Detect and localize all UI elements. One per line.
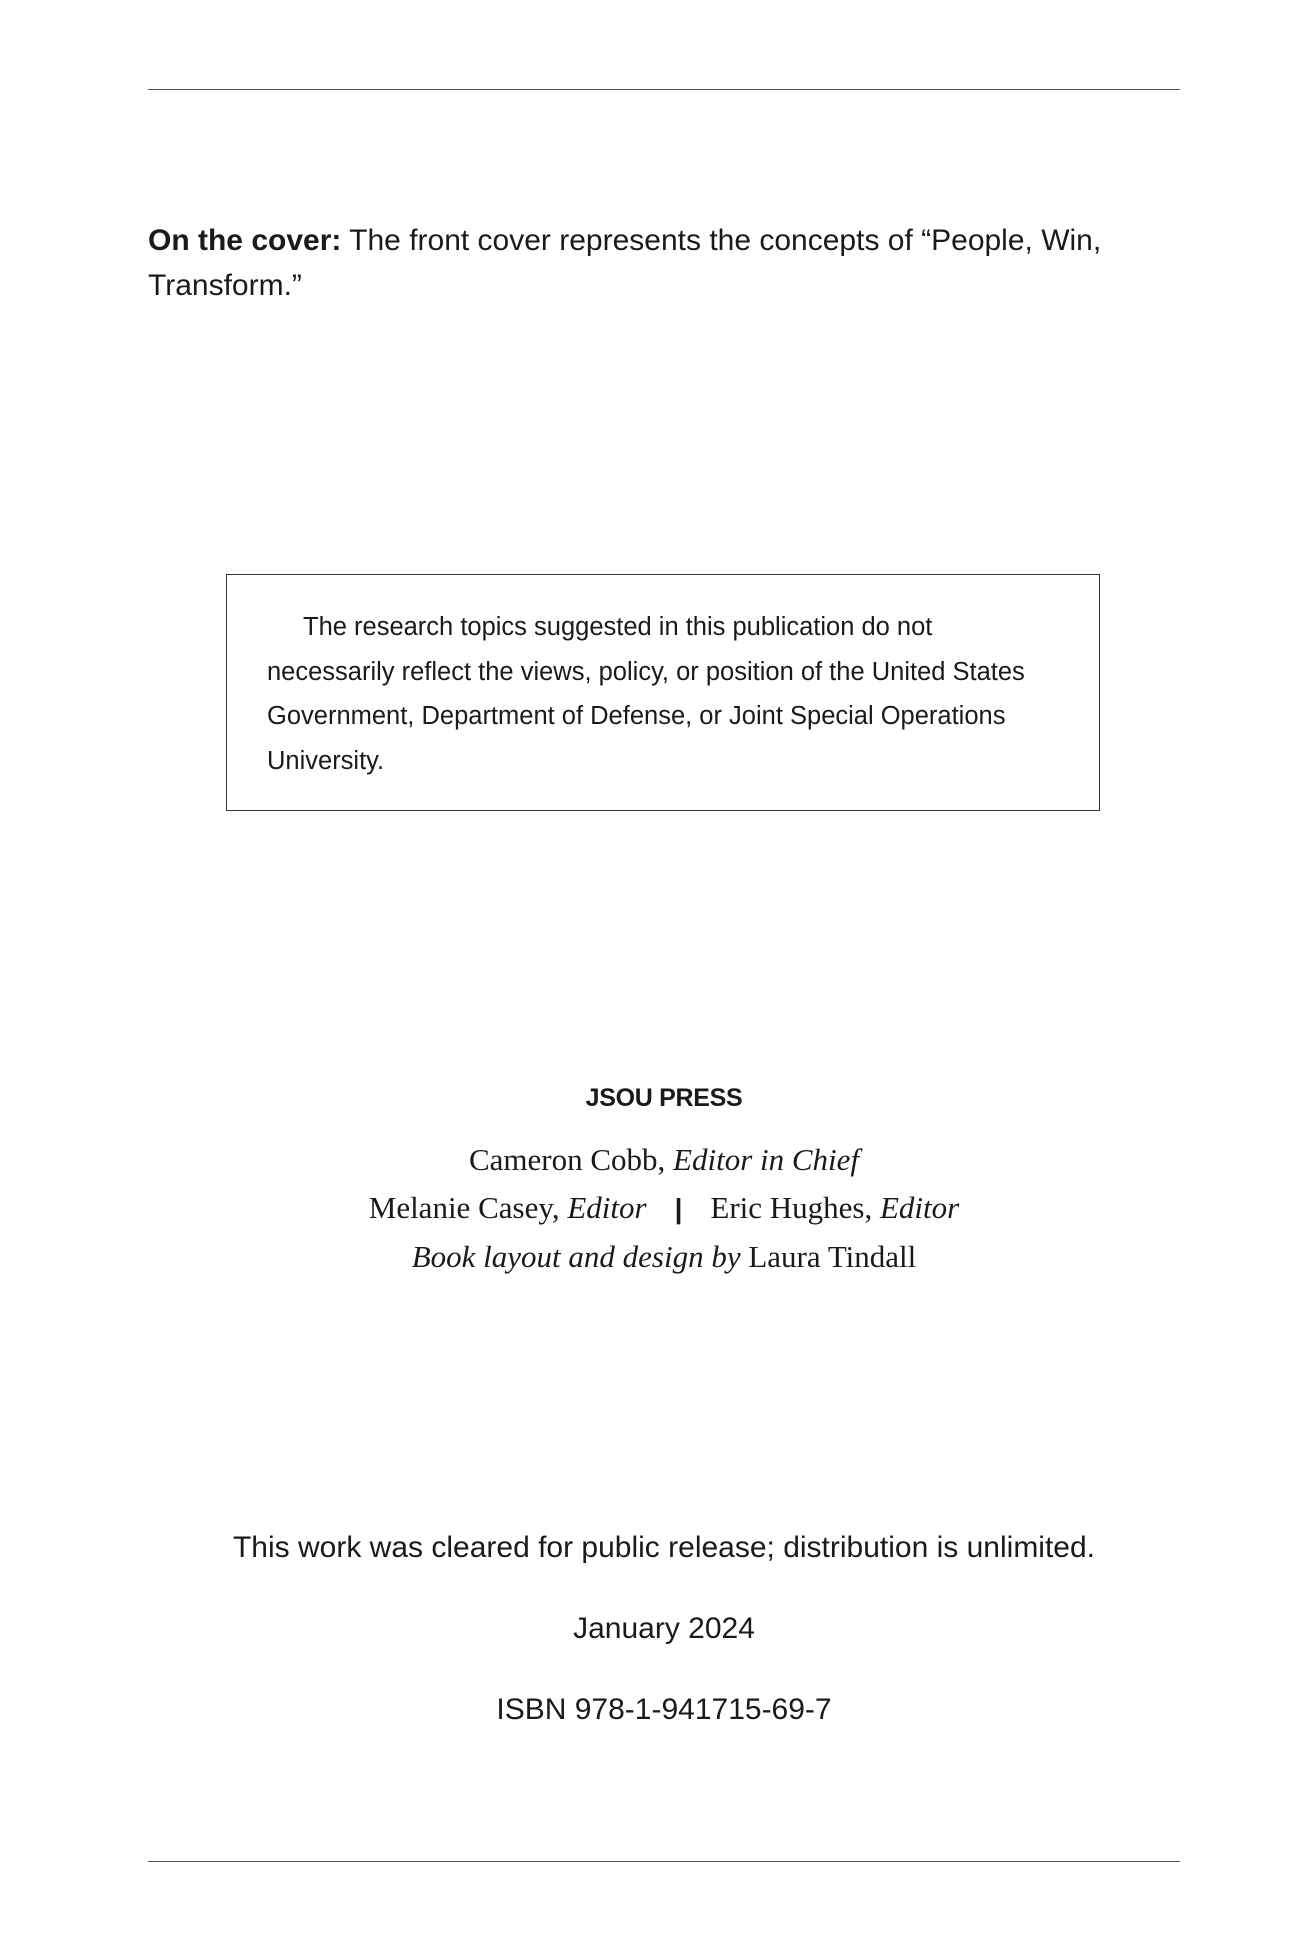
bottom-rule — [148, 1861, 1180, 1862]
layout-credit-role: Book layout and design by — [411, 1239, 741, 1274]
disclaimer-text: The research topics suggested in this publication do not necessarily reflect the views, policy, or position of the United States Government, Department of Defense, or Joint Special Operations University. — [267, 613, 1025, 775]
editor-in-chief-name: Cameron Cobb, — [468, 1142, 666, 1177]
layout-credit-name: Laura Tindall — [748, 1239, 917, 1274]
publication-date: January 2024 — [573, 1612, 755, 1645]
top-rule — [148, 89, 1180, 90]
editors-line — [148, 1184, 1180, 1233]
editor-2-role: Editor — [880, 1190, 960, 1225]
editor-in-chief-role: Editor in Chief — [673, 1142, 860, 1177]
press-credits — [148, 1078, 1180, 1281]
layout-credit-line — [148, 1233, 1180, 1281]
isbn: ISBN 978-1-941715-69-7 — [496, 1693, 832, 1726]
editor-separator: | — [674, 1193, 683, 1224]
cover-note — [148, 218, 1158, 308]
cover-note-lead: On the cover: — [148, 224, 342, 257]
editor-1-role: Editor — [567, 1190, 647, 1225]
editor-in-chief-line — [148, 1136, 1180, 1184]
cover-note-text: The front cover represents the concepts of “People, Win, Transform.” — [148, 224, 1102, 302]
disclaimer-box — [226, 574, 1100, 811]
release-statement: This work was cleared for public release; distribution is unlimited. — [232, 1531, 1096, 1564]
press-title: JSOU PRESS — [585, 1084, 743, 1112]
editor-2-name: Eric Hughes, — [710, 1190, 873, 1225]
editor-1-name: Melanie Casey, — [368, 1190, 560, 1225]
